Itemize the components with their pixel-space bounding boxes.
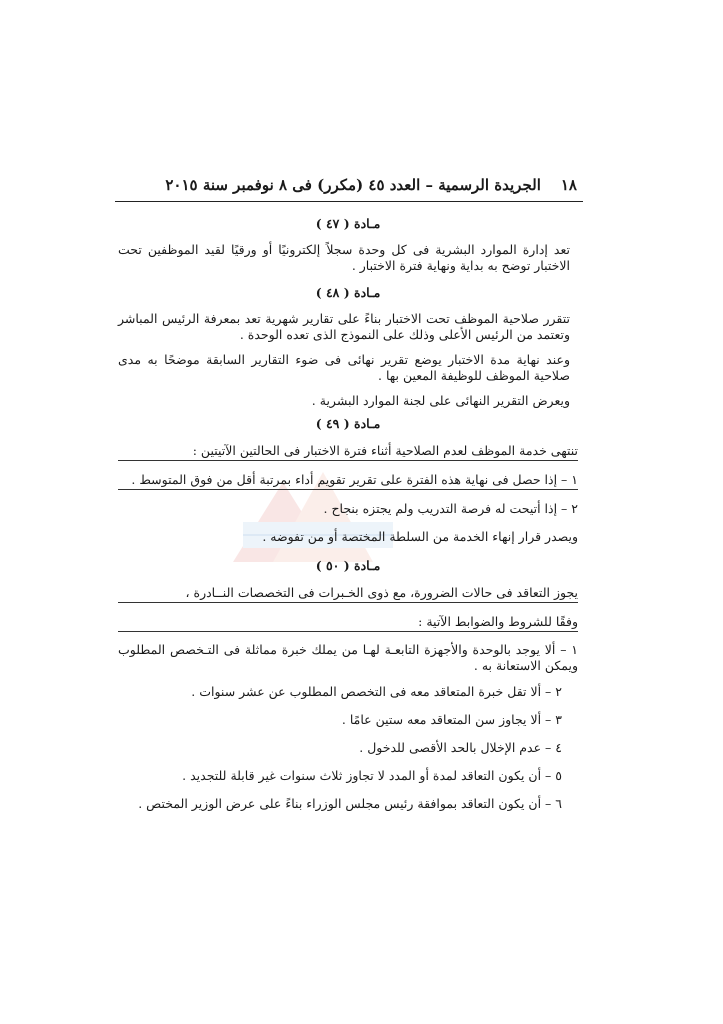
article-50-title: مـادة ( ٥٠ ) xyxy=(315,558,381,573)
article-49-item-2: ٢ – إذا أتيحت له فرصة التدريب ولم يجتزه بنجاح . xyxy=(323,501,578,516)
article-48-title: مـادة ( ٤٨ ) xyxy=(315,285,381,300)
article-49-item-1: ١ – إذا حصل فى نهاية هذه الفترة على تقرير تقويم أداء بمرتبة أقل من فوق المتوسط . xyxy=(118,471,578,490)
article-50-intro-line-2: وفقًا للشروط والضوابط الآتية : xyxy=(118,613,578,632)
page-number: ١٨ xyxy=(560,176,577,194)
document-body xyxy=(118,214,578,823)
page-header xyxy=(121,174,577,196)
article-50-item-1: ١ – ألا يوجد بالوحدة والأجهزة التابعـة لهـا من يملك خبرة مماثلة فى التـخصص المطلوب ويمكن الاستعانة به . xyxy=(118,642,578,673)
article-48-paragraph-1: تتقرر صلاحية الموظف تحت الاختبار بناءً على تقارير شهرية تعد بمعرفة الرئيس المباشر وتعتمد من الرئيس الأعلى وذلك على النموذج الذى تعده الوحدة . xyxy=(118,311,570,342)
article-49-title: مـادة ( ٤٩ ) xyxy=(315,416,381,431)
article-50-intro-line-1: يجوز التعاقد فى حالات الضرورة، مع ذوى الخـبرات فى التخصصات النــادرة ، xyxy=(118,584,578,603)
gazette-title: الجريدة الرسمية – العدد ٤٥ (مكرر) فى ٨ نوفمبر سنة ٢٠١٥ xyxy=(165,176,541,194)
article-48-paragraph-3: ويعرض التقرير النهائى على لجنة الموارد البشرية . xyxy=(311,393,570,408)
article-50-item-2: ٢ – ألا تقل خبرة المتعاقد معه فى التخصص المطلوب عن عشر سنوات . xyxy=(191,684,562,699)
article-50-item-6: ٦ – أن يكون التعاقد بموافقة رئيس مجلس الوزراء بناءً على عرض الوزير المختص . xyxy=(138,796,562,811)
article-49-intro: تنتهى خدمة الموظف لعدم الصلاحية أثناء فترة الاختبار فى الحالتين الآتيتين : xyxy=(118,442,578,461)
article-50-item-5: ٥ – أن يكون التعاقد لمدة أو المدد لا تجاوز ثلاث سنوات غير قابلة للتجديد . xyxy=(182,768,562,783)
article-49-closing: ويصدر قرار إنهاء الخدمة من السلطة المختصة أو من تفوضه . xyxy=(262,529,578,544)
article-48-paragraph-2: وعند نهاية مدة الاختبار يوضع تقرير نهائى فى ضوء التقارير السابقة موضحًا به مدى صلاحية الموظف للوظيفة المعين بها . xyxy=(118,352,570,383)
header-divider xyxy=(115,201,583,202)
article-47-title: مـادة ( ٤٧ ) xyxy=(315,216,381,231)
article-50-item-3: ٣ – ألا يجاوز سن المتعاقد معه ستين عامًا . xyxy=(341,712,562,727)
article-47-paragraph: تعد إدارة الموارد البشرية فى كل وحدة سجلاً إلكترونيًا أو ورقيًا لقيد الموظفين تحت الاختبار توضح به بداية ونهاية فترة الاختبار . xyxy=(118,242,570,273)
article-50-item-4: ٤ – عدم الإخلال بالحد الأقصى للدخول . xyxy=(359,740,562,755)
